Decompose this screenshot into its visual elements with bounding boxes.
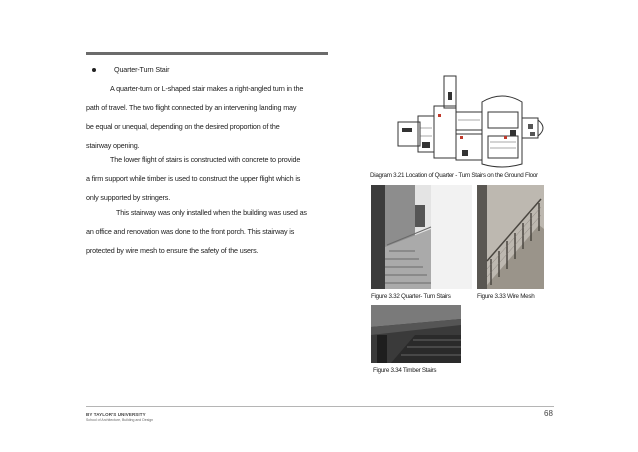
bullet-item — [86, 60, 326, 79]
paragraph-1 — [86, 79, 326, 155]
logo-line-1: BY TAYLOR'S UNIVERSITY — [86, 412, 146, 417]
paragraph-2-line-1: The lower flight of stairs is constructed with concrete to provide — [110, 155, 301, 164]
paragraph-1-line-2: path of travel. The two flight connected by an intervening landing may — [86, 103, 297, 112]
photo-timber-stairs — [371, 305, 461, 363]
page-number: 68 — [544, 409, 553, 418]
ground-floor-plan-diagram — [392, 72, 552, 168]
figure-3-33-caption: Figure 3.33 Wire Mesh — [477, 293, 535, 300]
university-logo — [86, 412, 154, 422]
paragraph-3-line-1: This stairway was only installed when the building was used as — [116, 208, 307, 217]
paragraph-1-line-4: stairway opening. — [86, 141, 140, 150]
header-rule — [86, 52, 328, 55]
paragraph-2 — [86, 150, 326, 207]
logo-line-2: School of Architecture, Building and Design — [86, 418, 154, 422]
paragraph-3-line-3: protected by wire mesh to ensure the safety of the users. — [86, 246, 259, 255]
paragraph-2-line-2: a firm support while timber is used to construct the upper flight which is — [86, 174, 301, 183]
photo-quarter-turn-stairs — [371, 185, 472, 289]
paragraph-1-line-3: be equal or unequal, depending on the desired proportion of the — [86, 122, 280, 131]
diagram-caption: Diagram 3.21 Location of Quarter - Turn Stairs on the Ground Floor — [370, 172, 538, 179]
figure-3-32-caption: Figure 3.32 Quarter- Turn Stairs — [371, 293, 451, 300]
figure-3-34-caption: Figure 3.34 Timber Stairs — [373, 367, 437, 374]
photo-wire-mesh — [477, 185, 544, 289]
bullet-heading: Quarter-Turn Stair — [114, 65, 170, 74]
footer-rule — [86, 406, 554, 407]
paragraph-3-line-2: an office and renovation was done to the front porch. This stairway is — [86, 227, 295, 236]
paragraph-2-line-3: only supported by stringers. — [86, 193, 171, 202]
paragraph-3 — [86, 203, 326, 260]
paragraph-1-line-1: A quarter-turn or L-shaped stair makes a right-angled turn in the — [110, 84, 304, 93]
bullet-icon — [92, 68, 96, 72]
